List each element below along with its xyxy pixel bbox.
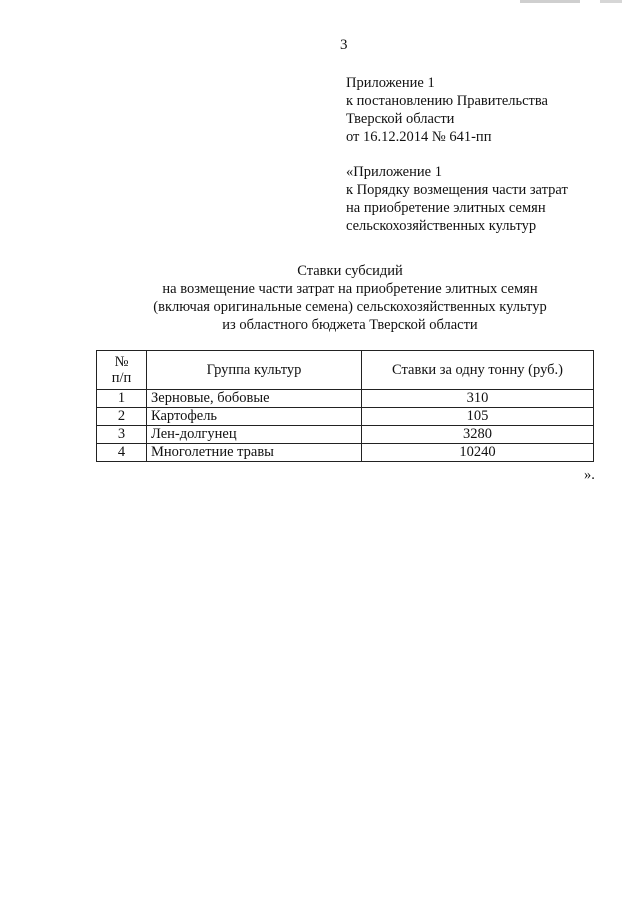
row-number: 4 bbox=[97, 444, 147, 462]
header-number: № п/п bbox=[97, 351, 147, 390]
appendix-line: Приложение 1 bbox=[346, 75, 435, 91]
row-number: 2 bbox=[97, 408, 147, 426]
appendix-line: Тверской области bbox=[346, 111, 455, 127]
appendix-quoted-line: «Приложение 1 bbox=[346, 164, 442, 180]
row-rate: 105 bbox=[362, 408, 594, 426]
appendix-quoted-line: к Порядку возмещения части затрат bbox=[346, 182, 568, 198]
table-row bbox=[97, 408, 594, 426]
header-group: Группа культур bbox=[147, 351, 362, 390]
row-rate: 3280 bbox=[362, 426, 594, 444]
appendix-line: от 16.12.2014 № 641-пп bbox=[346, 129, 492, 145]
table-header-row bbox=[97, 351, 594, 390]
row-number: 1 bbox=[97, 390, 147, 408]
subsidy-rates-table bbox=[96, 350, 594, 462]
title-line: из областного бюджета Тверской области bbox=[222, 317, 478, 333]
appendix-header bbox=[346, 74, 568, 235]
title-line: (включая оригинальные семена) сельскохозяйственных культур bbox=[153, 299, 547, 315]
row-group: Многолетние травы bbox=[147, 444, 362, 462]
table-row bbox=[97, 426, 594, 444]
row-group: Лен-долгунец bbox=[147, 426, 362, 444]
scan-artifact bbox=[600, 0, 622, 3]
row-rate: 10240 bbox=[362, 444, 594, 462]
closing-quote: ». bbox=[584, 467, 595, 483]
scan-artifact bbox=[520, 0, 580, 3]
appendix-line: к постановлению Правительства bbox=[346, 93, 548, 109]
page-number: 3 bbox=[340, 37, 348, 53]
title-line: на возмещение части затрат на приобретение элитных семян bbox=[162, 281, 538, 297]
document-title bbox=[0, 262, 640, 334]
appendix-quoted-line: на приобретение элитных семян bbox=[346, 200, 546, 216]
title-line: Ставки субсидий bbox=[297, 263, 403, 279]
row-group: Зерновые, бобовые bbox=[147, 390, 362, 408]
row-rate: 310 bbox=[362, 390, 594, 408]
table-row bbox=[97, 390, 594, 408]
row-number: 3 bbox=[97, 426, 147, 444]
appendix-quoted-line: сельскохозяйственных культур bbox=[346, 218, 537, 234]
row-group: Картофель bbox=[147, 408, 362, 426]
header-rate: Ставки за одну тонну (руб.) bbox=[362, 351, 594, 390]
table-row bbox=[97, 444, 594, 462]
